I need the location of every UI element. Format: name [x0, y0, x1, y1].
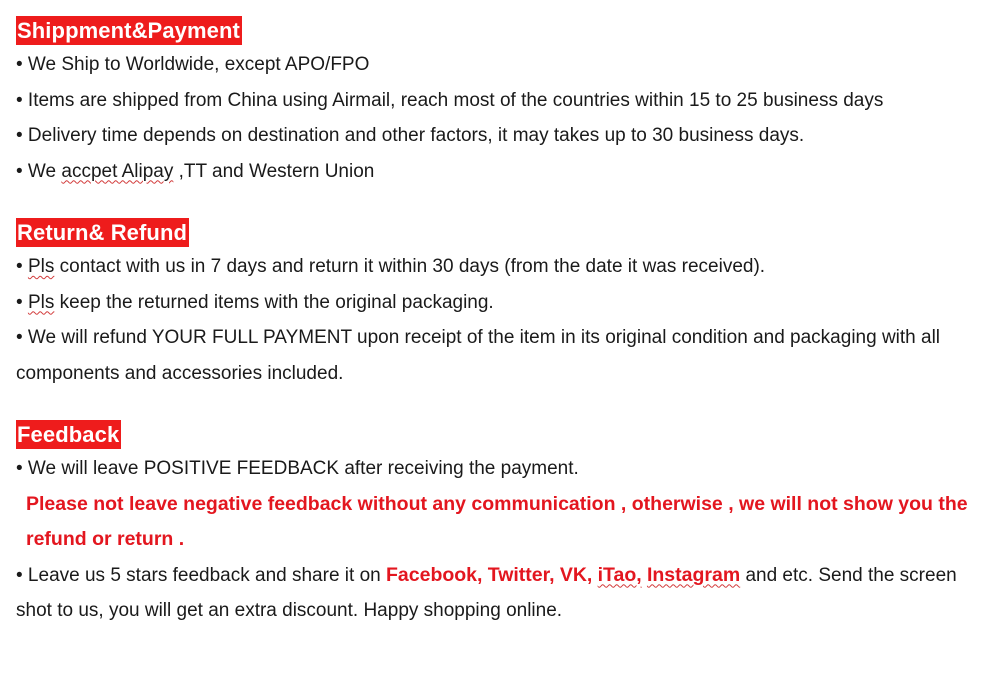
refund-packaging-misspelled: Pls: [27, 291, 55, 313]
refund-contact-suffix: contact with us in 7 days and return it within 30 days (from the date it was received).: [54, 256, 766, 277]
shipping-bullet-payment-methods: [16, 154, 991, 190]
shipping-heading: Shippment&Payment: [17, 18, 240, 43]
feedback-section: [16, 420, 991, 629]
shipping-section: [16, 16, 991, 189]
refund-packaging-suffix: keep the returned items with the original packaging.: [54, 291, 494, 313]
feedback-bullet-share: [16, 558, 991, 629]
payment-text-misspelled: accpet Alipay: [61, 160, 174, 182]
feedback-warning: Please not leave negative feedback without any communication , otherwise , we will not show you the refund or return .: [26, 492, 968, 550]
refund-section: [16, 218, 991, 391]
refund-bullet-contact: [16, 249, 991, 285]
shipping-bullet-worldwide: • We Ship to Worldwide, except APO/FPO: [16, 54, 370, 75]
refund-packaging-prefix: •: [16, 291, 28, 313]
platform-twitter: Twitter,: [487, 563, 555, 586]
refund-bullet-packaging: [16, 285, 991, 321]
refund-contact-misspelled: Pls: [27, 256, 55, 277]
feedback-bullet-positive: • We will leave POSITIVE FEEDBACK after receiving the payment.: [16, 458, 579, 479]
payment-text-prefix: • We: [16, 160, 62, 182]
platform-vk: VK,: [559, 563, 593, 586]
platform-instagram: Instagram: [646, 563, 741, 586]
shipping-bullet-airmail: • Items are shipped from China using Airmail, reach most of the countries within 15 to 25 business days: [16, 89, 884, 111]
share-text-suffix: and etc. Send the screen shot to us, you will get an extra discount. Happy shopping online.: [16, 564, 957, 621]
refund-heading: Return& Refund: [17, 220, 188, 245]
share-text-prefix: • Leave us 5 stars feedback and share it on: [16, 564, 386, 586]
refund-contact-prefix: •: [16, 256, 28, 277]
feedback-heading: Feedback: [17, 422, 120, 447]
payment-text-suffix: ,TT and Western Union: [173, 160, 375, 182]
platform-itao: iTao,: [597, 563, 642, 586]
shipping-bullet-delivery-time: • Delivery time depends on destination and other factors, it may takes up to 30 business days.: [16, 125, 805, 146]
platform-facebook: Facebook,: [386, 563, 483, 586]
refund-bullet-full-payment: • We will refund YOUR FULL PAYMENT upon receipt of the item in its original condition and packaging with all components and accessories included.: [16, 327, 941, 384]
policy-page: [16, 16, 991, 629]
